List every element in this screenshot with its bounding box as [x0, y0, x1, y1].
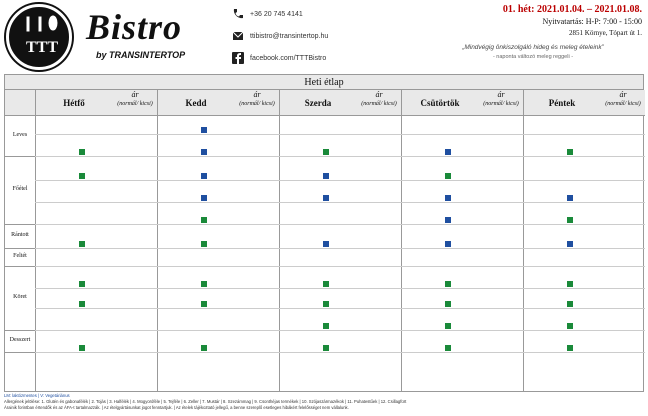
day-header-row	[5, 90, 645, 116]
diet-tags	[567, 241, 573, 247]
diet-tags	[445, 195, 451, 201]
diet-tag	[201, 301, 207, 307]
diet-tag	[201, 173, 207, 179]
allergen-codes	[405, 217, 435, 223]
allergen-codes	[405, 323, 435, 329]
diet-tags	[323, 281, 329, 287]
diet-tag	[445, 195, 451, 201]
diet-tags	[445, 241, 451, 247]
weekly-menu-table	[4, 74, 644, 392]
allergen-codes	[405, 173, 435, 179]
allergen-codes	[39, 345, 69, 351]
diet-tags	[201, 281, 207, 287]
diet-tags	[201, 149, 207, 155]
column-divider	[279, 90, 280, 391]
diet-tag	[201, 195, 207, 201]
diet-tags	[567, 281, 573, 287]
diet-tags	[201, 301, 207, 307]
diet-tag	[445, 345, 451, 351]
diet-tag	[201, 241, 207, 247]
diet-tag	[323, 281, 329, 287]
header	[0, 0, 648, 70]
diet-tags	[79, 281, 85, 287]
allergen-codes	[527, 127, 557, 133]
category-label: Desszert	[9, 337, 31, 343]
day-header: Kedd	[185, 98, 207, 108]
day-header: Szerda	[304, 98, 332, 108]
price-header	[601, 91, 645, 108]
diet-tag	[445, 301, 451, 307]
allergen-codes	[161, 281, 191, 287]
allergen-codes	[39, 195, 69, 201]
diet-tags	[201, 345, 207, 351]
allergen-codes	[527, 195, 557, 201]
allergen-codes	[283, 173, 313, 179]
opening-hours: Nyitvatartás: H-P: 7:00 - 15:00	[542, 17, 642, 26]
day-header: Csütörtök	[420, 98, 460, 108]
diet-tags	[201, 195, 207, 201]
diet-tag	[567, 281, 573, 287]
allergen-codes	[283, 241, 313, 247]
row-divider	[35, 180, 645, 181]
email-row	[232, 30, 328, 42]
phone-icon	[232, 8, 244, 20]
address: 2851 Környe, Tópart út 1.	[569, 29, 642, 37]
category-label: Leves	[12, 132, 28, 138]
diet-tag	[79, 149, 85, 155]
phone-row	[232, 8, 303, 20]
diet-tags	[445, 149, 451, 155]
diet-tag	[79, 301, 85, 307]
price-header-sub: (normál/ kicsi)	[117, 101, 153, 107]
diet-tags	[323, 173, 329, 179]
row-divider	[35, 266, 645, 267]
allergen-codes	[161, 149, 191, 155]
allergen-codes	[283, 345, 313, 351]
diet-tag	[445, 241, 451, 247]
price-header	[113, 91, 157, 108]
allergen-codes	[161, 241, 191, 247]
diet-tags	[323, 195, 329, 201]
diet-tags	[201, 127, 207, 133]
diet-tags	[567, 323, 573, 329]
diet-tags	[567, 149, 573, 155]
diet-tag	[567, 345, 573, 351]
diet-tags	[323, 149, 329, 155]
price-header-sub: (normál/ kicsi)	[361, 101, 397, 107]
diet-tags	[445, 345, 451, 351]
diet-tag	[445, 281, 451, 287]
diet-tag	[201, 217, 207, 223]
phone-number: +36 20 745 4141	[250, 10, 303, 18]
day-header: Péntek	[548, 98, 576, 108]
diet-tag	[567, 195, 573, 201]
row-divider	[35, 224, 645, 225]
price-header	[235, 91, 279, 108]
diet-tags	[445, 301, 451, 307]
column-divider	[157, 90, 158, 391]
brand-name: Bistro	[86, 7, 183, 47]
row-divider	[35, 202, 645, 203]
category-label: Köret	[13, 294, 27, 300]
diet-tag	[201, 127, 207, 133]
allergen-codes	[405, 281, 435, 287]
diet-tag	[445, 173, 451, 179]
allergen-codes	[283, 301, 313, 307]
price-header	[479, 91, 523, 108]
facebook-link[interactable]: facebook.com/TTTBistro	[250, 54, 327, 62]
diet-tags	[323, 345, 329, 351]
email-icon	[232, 30, 244, 42]
allergen-codes	[39, 217, 69, 223]
row-divider	[35, 134, 645, 135]
price-header-sub: (normál/ kicsi)	[483, 101, 519, 107]
row-divider	[35, 156, 645, 157]
allergen-codes	[405, 241, 435, 247]
allergen-codes	[405, 195, 435, 201]
allergen-codes	[527, 217, 557, 223]
diet-tags	[79, 173, 85, 179]
diet-tag	[445, 149, 451, 155]
allergen-codes	[161, 173, 191, 179]
diet-tag	[79, 345, 85, 351]
row-divider	[35, 352, 645, 353]
diet-tag	[445, 217, 451, 223]
allergen-codes	[39, 173, 69, 179]
diet-tag	[201, 345, 207, 351]
diet-tag	[567, 217, 573, 223]
diet-tags	[567, 301, 573, 307]
diet-tags	[323, 301, 329, 307]
diet-tag	[567, 241, 573, 247]
diet-tags	[201, 241, 207, 247]
facebook-icon	[232, 52, 244, 64]
diet-tags	[445, 217, 451, 223]
legend-text: LM: laktózmentes | V: Vegetáriánus	[4, 393, 70, 398]
row-divider	[35, 248, 645, 249]
category-label: Feltét	[13, 253, 27, 259]
allergen-codes	[161, 345, 191, 351]
diet-tags	[323, 323, 329, 329]
diet-tags	[79, 241, 85, 247]
allergen-codes	[527, 345, 557, 351]
allergen-list: Allergének jelölése: 1. Glutén és gabonafélék | 2. Tojás | 3. Halfélék | 4. Mogyoróféle | 5. Tejféle | 6. Zeller | 7. Mustár | 8. Szezámmag | 9. Csonthéjas termékek | 10. Szójaszármazékok | 11. Puhatestűek | 12. Csillagfürt	[4, 399, 407, 404]
price-header-label: ár	[375, 90, 383, 99]
diet-tag	[79, 173, 85, 179]
allergen-codes	[161, 127, 191, 133]
week-range: 01. hét: 2021.01.04. – 2021.01.08.	[502, 4, 642, 15]
diet-tag	[79, 281, 85, 287]
slogan-sub: - naponta változó meleg reggeli -	[492, 54, 574, 60]
allergen-codes	[405, 345, 435, 351]
column-divider	[35, 90, 36, 391]
diet-tag	[323, 195, 329, 201]
allergen-codes	[161, 195, 191, 201]
diet-tags	[79, 149, 85, 155]
slogan: „Mindvégig önkiszolgáló hideg és meleg ételeink”	[462, 44, 604, 51]
price-header-label: ár	[131, 90, 139, 99]
day-header: Hétfő	[63, 98, 85, 108]
allergen-codes	[39, 241, 69, 247]
diet-tags	[567, 195, 573, 201]
diet-tags	[445, 323, 451, 329]
price-header-label: ár	[619, 90, 627, 99]
diet-tag	[79, 241, 85, 247]
footer	[4, 393, 644, 411]
price-header-sub: (normál/ kicsi)	[605, 101, 641, 107]
diet-tag	[323, 301, 329, 307]
column-divider	[401, 90, 402, 391]
price-header	[357, 91, 401, 108]
diet-tags	[567, 345, 573, 351]
row-divider	[35, 308, 645, 309]
menu-title: Heti étlap	[5, 75, 643, 90]
price-header-label: ár	[497, 90, 505, 99]
diet-tags	[445, 173, 451, 179]
diet-tag	[567, 323, 573, 329]
diet-tags	[445, 281, 451, 287]
diet-tag	[323, 173, 329, 179]
diet-tag	[567, 149, 573, 155]
row-divider	[35, 330, 645, 331]
diet-tag	[323, 241, 329, 247]
row-divider	[35, 288, 645, 289]
diet-tag	[567, 301, 573, 307]
diet-tag	[323, 323, 329, 329]
diet-tag	[201, 281, 207, 287]
allergen-codes	[527, 241, 557, 247]
diet-tags	[201, 217, 207, 223]
diet-tag	[323, 149, 329, 155]
diet-tags	[567, 217, 573, 223]
column-divider	[523, 90, 524, 391]
diet-tag	[445, 323, 451, 329]
footer-note: Árainik forintban értendők és az ÁFA-t tartalmazzák. | Az ételgyártásunkat jogot fenntartjuk. | Az ételek tájékoztató jellegű, a benne szereplő esetleges hibákért felelősséget nem vállalunk.	[4, 405, 349, 410]
diet-tags	[79, 301, 85, 307]
allergen-codes	[527, 149, 557, 155]
diet-tags	[323, 241, 329, 247]
diet-tag	[323, 345, 329, 351]
diet-tag	[201, 149, 207, 155]
allergen-codes	[39, 149, 69, 155]
facebook-row	[232, 52, 326, 64]
brand-subtitle: by TRANSINTERTOP	[96, 50, 186, 60]
svg-text:TTT: TTT	[25, 39, 59, 56]
email-address[interactable]: ttibistro@transintertop.hu	[250, 32, 329, 40]
diet-tags	[201, 173, 207, 179]
category-label: Főétel	[12, 186, 28, 192]
price-header-sub: (normál/ kicsi)	[239, 101, 275, 107]
diet-tags	[79, 345, 85, 351]
allergen-codes	[161, 217, 191, 223]
price-header-label: ár	[253, 90, 261, 99]
allergen-codes	[283, 195, 313, 201]
bistro-logo	[6, 4, 72, 70]
category-label: Rántott	[11, 232, 29, 238]
